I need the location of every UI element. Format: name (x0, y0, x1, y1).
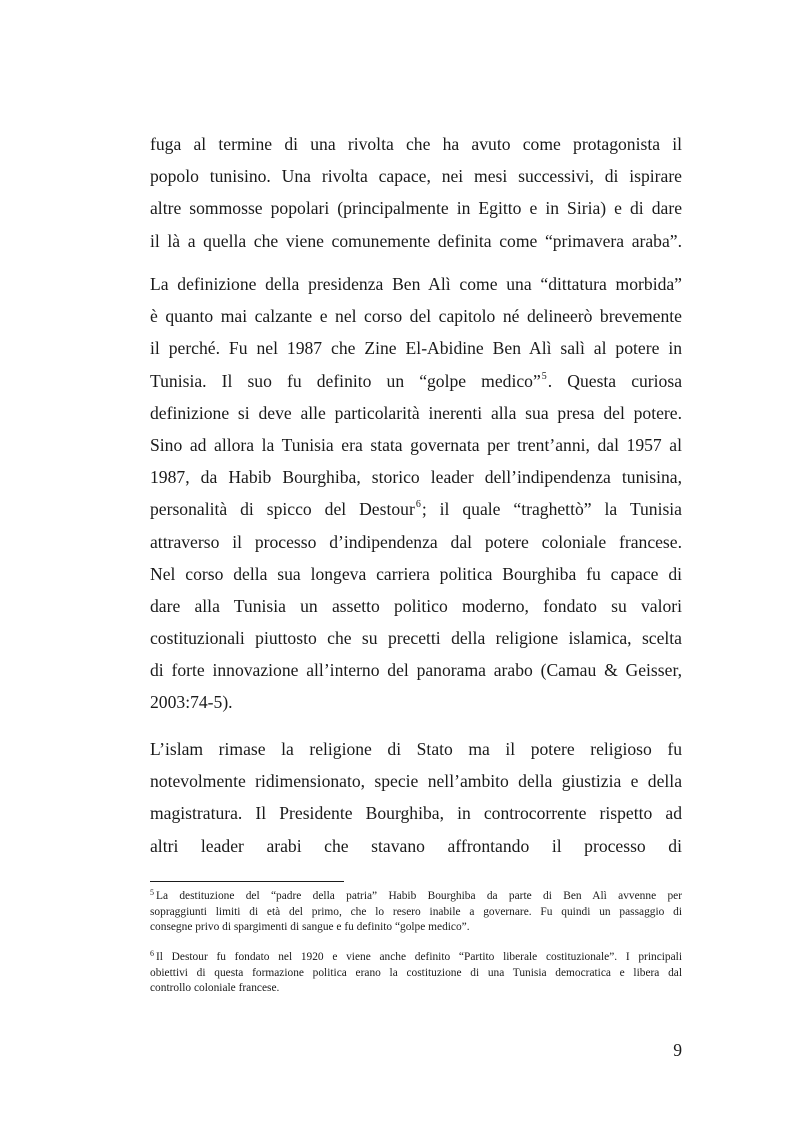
paragraph-2 (150, 268, 682, 719)
footnote-separator (150, 881, 344, 882)
text-line: definizione si deve alle particolarità inerenti alla sua presa del potere. (150, 402, 682, 423)
text-segment: personalità di spicco del Destour (150, 499, 415, 520)
footnote-line: consegne privo di spargimenti di sangue e fu definito “golpe medico”. (150, 921, 470, 933)
footnote-text: Il Destour fu fondato nel 1920 e viene anche definito “Partito liberale costituzionale”. I principali (156, 951, 682, 963)
text-line: costituzionali piuttosto che su precetti della religione islamica, scelta (150, 628, 682, 649)
text-line: altri leader arabi che stavano affrontando il processo di (150, 835, 682, 856)
text-line: è quanto mai calzante e nel corso del capitolo né delineerò brevemente (150, 306, 682, 327)
footnote-line: controllo coloniale francese. (150, 982, 280, 994)
text-line: popolo tunisino. Una rivolta capace, nei mesi successivi, di ispirare (150, 166, 682, 187)
text-line: fuga al termine di una rivolta che ha avuto come protagonista il (150, 134, 682, 154)
text-line: altre sommosse popolari (principalmente in Egitto e in Siria) e di dare (150, 198, 682, 219)
text-line: di forte innovazione all’interno del panorama arabo (Camau & Geisser, (150, 660, 682, 681)
footnote-number: 6 (150, 949, 154, 958)
footnote-number: 5 (150, 888, 154, 897)
footnote-line: obiettivi di questa formazione politica erano la costituzione di una Tunisia democratica e libera dal (150, 966, 682, 979)
text-line: magistratura. Il Presidente Bourghiba, in controcorrente rispetto ad (150, 803, 682, 824)
footnote-line: sopraggiunti limiti di età del primo, che lo resero inabile a governare. Fu quindi un passaggio di (150, 905, 682, 918)
text-line-with-footnote-ref (150, 493, 682, 525)
text-line: La definizione della presidenza Ben Alì come una “dittatura morbida” (150, 274, 682, 294)
text-line-with-footnote-ref (150, 365, 682, 397)
text-line: Nel corso della sua longeva carriera politica Bourghiba fu capace di (150, 563, 682, 584)
text-segment: ; il quale “traghettò” la Tunisia (421, 499, 682, 520)
text-segment: . Questa curiosa (547, 370, 683, 391)
footnote-5 (150, 889, 682, 936)
text-line: attraverso il processo d’indipendenza dal potere coloniale francese. (150, 531, 682, 552)
text-line: il perché. Fu nel 1987 che Zine El-Abidine Ben Alì salì al potere in (150, 338, 682, 359)
paragraph-3 (150, 733, 682, 862)
text-line: L’islam rimase la religione di Stato ma il potere religioso fu (150, 739, 682, 759)
footnote-line (150, 889, 682, 905)
text-line: dare alla Tunisia un assetto politico moderno, fondato su valori (150, 595, 682, 616)
footnote-line (150, 950, 682, 966)
footnote-text: La destituzione del “padre della patria” Habib Bourghiba da parte di Ben Alì avvenne per (156, 890, 682, 902)
paragraph-1 (150, 128, 682, 257)
text-line: 1987, da Habib Bourghiba, storico leader dell’indipendenza tunisina, (150, 467, 682, 488)
footnote-ref-5[interactable]: 5 (541, 370, 547, 382)
text-line: il là a quella che viene comunemente definita come “primavera araba”. (150, 230, 682, 251)
page-number: 9 (673, 1040, 682, 1060)
footnote-6 (150, 950, 682, 997)
text-line: 2003:74-5). (150, 692, 233, 713)
text-line: notevolmente ridimensionato, specie nell’ambito della giustizia e della (150, 771, 682, 792)
footnote-ref-6[interactable]: 6 (415, 499, 421, 511)
text-segment: Tunisia. Il suo fu definito un “golpe medico” (150, 370, 541, 391)
text-line: Sino ad allora la Tunisia era stata governata per trent’anni, dal 1957 al (150, 434, 682, 455)
